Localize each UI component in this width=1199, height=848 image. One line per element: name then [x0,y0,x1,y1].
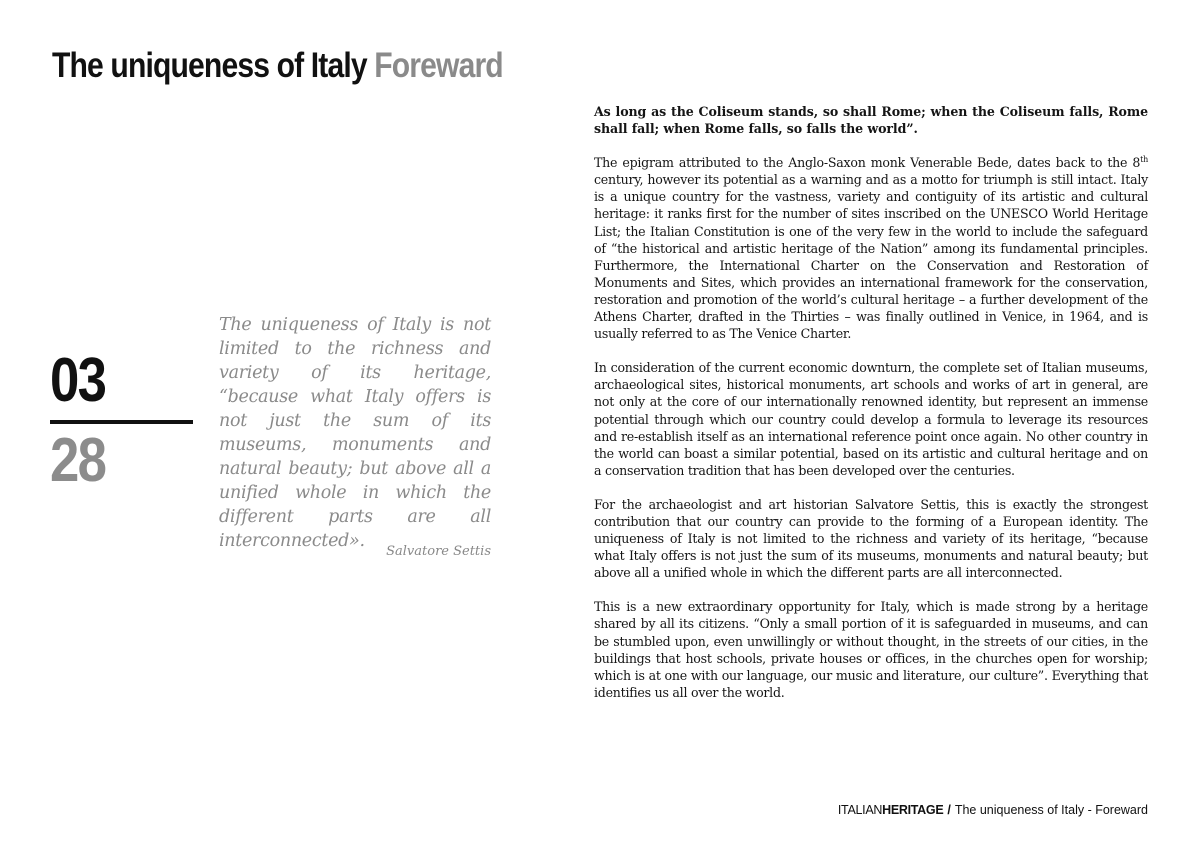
body-paragraph-1 [594,154,1148,342]
footer-section-title: The uniqueness of Italy - Foreward [954,803,1148,817]
p1-after-sup: century, however its potential as a warning and as a motto for triumph is still intact. Italy is a unique country for the vastness, variety and contiguity of its artistic and cultural heritage: it ranks first for the number of sites inscribed on the UNESCO World Heritage List; the Italian Constitution is one of the very few in the world to include the safeguard of “the historical and artistic heritage of the Nation” among its fundamental principles. Furthermore, the International Charter on the Conservation and Restoration of Monuments and Sites, which provides an international framework for the conservation, restoration and promotion of the world’s cultural heritage – a further development of the Athens Charter, drafted in the Thirties – was finally outlined in Venice, in 1964, and is usually referred to as The Venice Charter. [594,172,1148,342]
page-footer [838,803,1148,817]
chapter-divider [50,420,193,424]
body-paragraph-3: For the archaeologist and art historian Salvatore Settis, this is exactly the strongest contribution that our country can provide to the forming of a European identity. The uniqueness of Italy is not limited to the richness and variety of its heritage, “because what Italy offers is not just the sum of its museums, monuments and natural beauty; but above all a unified whole in which the different parts are all interconnected. [594,496,1148,581]
p1-before-sup: The epigram attributed to the Anglo-Saxon monk Venerable Bede, dates back to the 8 [594,155,1141,171]
pull-quote-attribution: Salvatore Settis [386,544,491,559]
footer-brand-italian: ITALIAN [837,803,883,817]
chapter-total-number: 28 [50,426,106,495]
title-subtitle: Foreward [374,46,503,85]
body-paragraph-2: In consideration of the current economic downturn, the complete set of Italian museums, archaeological sites, historical monuments, art schools and works of art in general, are not only at the core of our internationally renowned identity, but represent an immense potential through which our country could develop a formula to leverage its resources and re-establish itself as an international reference point once again. No other country in the world can boast a similar potential, based on its artistic and cultural heritage and on a conservation tradition that has been developed over the centuries. [594,360,1148,478]
footer-separator: / [947,803,951,817]
footer-brand-heritage: HERITAGE [882,803,944,817]
title-main: The uniqueness of Italy [52,46,367,85]
chapter-current-number: 03 [50,346,106,415]
body-paragraph-4: This is a new extraordinary opportunity for Italy, which is made strong by a heritage shared by all its citizens. “Only a small portion of it is safeguarded in museums, and can be stumbled upon, even unwillingly or without thought, in the streets of our cities, in the buildings that host schools, private houses or offices, in the churches open for worship; which is at one with our language, our music and literature, our culture”. Everything that identifies us all over the world. [594,599,1148,700]
pull-quote: The uniqueness of Italy is not limited to the richness and variety of its heritage, “because what Italy offers is not just the sum of its museums, monuments and natural beauty; but above all a unified whole in which the different parts are all interconnected». [219,315,491,551]
chapter-indicator [50,348,195,494]
body-text [594,103,1148,718]
lead-paragraph: As long as the Coliseum stands, so shall Rome; when the Coliseum falls, Rome shall fall; when Rome falls, so falls the world”. [594,104,1148,137]
page-title [52,46,503,86]
p1-superscript: th [1140,155,1148,164]
